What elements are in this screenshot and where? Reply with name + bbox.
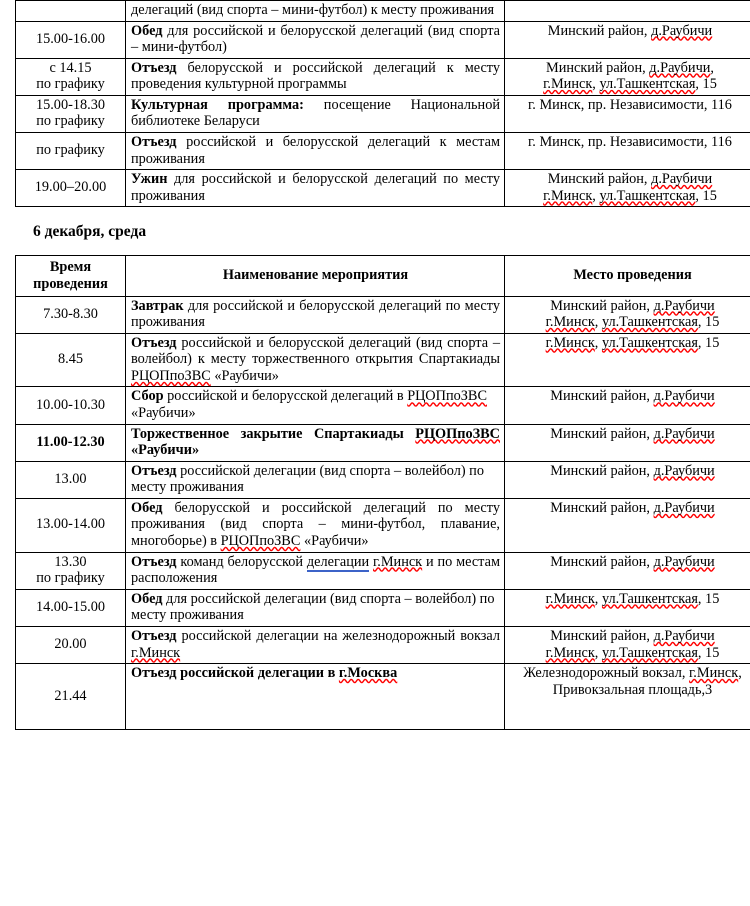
cell-event: Отъезд команд белорусской делегации г.Минск и по местам расположения — [126, 552, 505, 589]
cell-place — [505, 1, 750, 22]
table-header-row — [16, 256, 750, 296]
table-row — [16, 552, 750, 589]
cell-event: Обед белорусской и российской делегаций по месту проживания (вид спорта – мини-футбол, плавание, многоборье) в РЦОПпоЗВС «Раубичи» — [126, 498, 505, 552]
cell-event: Отъезд российской делегации (вид спорта – волейбол) по месту проживания — [126, 461, 505, 498]
cell-place: Минский район, д.Раубичи г.Минск, ул.Ташкентская, 15 — [505, 170, 750, 207]
cell-time: 13.00-14.00 — [16, 498, 126, 552]
cell-event: Отъезд российской делегации на железнодорожный вокзал г.Минск — [126, 626, 505, 663]
column-header-time: Время проведения — [16, 256, 126, 296]
table-row — [16, 626, 750, 663]
cell-event: Отъезд российской и белорусской делегаций (вид спорта – волейбол) к месту торжественного открытия Спартакиады РЦОПпоЗВС «Раубичи» — [126, 333, 505, 387]
cell-time: 7.30-8.30 — [16, 296, 126, 333]
table-row — [16, 21, 750, 58]
cell-time: 13.30 по графику — [16, 552, 126, 589]
table-row — [16, 58, 750, 95]
cell-place: Железнодорожный вокзал, г.Минск, Привокзальная площадь,3 — [505, 664, 750, 730]
cell-time: 19.00–20.00 — [16, 170, 126, 207]
cell-place: Минский район, д.Раубичи — [505, 21, 750, 58]
cell-time: 20.00 — [16, 626, 126, 663]
cell-place: Минский район, д.Раубичи — [505, 387, 750, 424]
column-header-place: Место проведения — [505, 256, 750, 296]
table-row — [16, 95, 750, 132]
cell-place: Минский район, д.Раубичи г.Минск, ул.Ташкентская, 15 — [505, 626, 750, 663]
table-row — [16, 424, 750, 461]
cell-time: 11.00-12.30 — [16, 424, 126, 461]
cell-event: Отъезд белорусской и российской делегаций к месту проведения культурной программы — [126, 58, 505, 95]
table-row — [16, 333, 750, 387]
cell-event: Отъезд российской и белорусской делегаций к местам проживания — [126, 133, 505, 170]
table-row — [16, 498, 750, 552]
table-row — [16, 461, 750, 498]
cell-place: Минский район, д.Раубичи г.Минск, ул.Ташкентская, 15 — [505, 296, 750, 333]
cell-place: г.Минск, ул.Ташкентская, 15 — [505, 589, 750, 626]
cell-event: Завтрак для российской и белорусской делегаций по месту проживания — [126, 296, 505, 333]
cell-time: 13.00 — [16, 461, 126, 498]
cell-time — [16, 1, 126, 22]
cell-time: 15.00-16.00 — [16, 21, 126, 58]
table-row — [16, 170, 750, 207]
cell-time: 21.44 — [16, 664, 126, 730]
cell-event: Сбор российской и белорусской делегаций в РЦОПпоЗВС «Раубичи» — [126, 387, 505, 424]
cell-event: Отъезд российской делегации в г.Москва — [126, 664, 505, 730]
cell-time: 14.00-15.00 — [16, 589, 126, 626]
table-row — [16, 133, 750, 170]
cell-place: Минский район, д.Раубичи — [505, 552, 750, 589]
cell-time: 8.45 — [16, 333, 126, 387]
cell-time: по графику — [16, 133, 126, 170]
cell-place: Минский район, д.Раубичи — [505, 424, 750, 461]
cell-time: 10.00-10.30 — [16, 387, 126, 424]
table-row — [16, 387, 750, 424]
cell-place: Минский район, д.Раубичи — [505, 498, 750, 552]
cell-time: 15.00-18.30 по графику — [16, 95, 126, 132]
day-heading: 6 декабря, среда — [33, 223, 147, 241]
cell-place: г. Минск, пр. Независимости, 116 — [505, 95, 750, 132]
schedule-table-december-6 — [15, 255, 750, 730]
table-row — [16, 664, 750, 730]
cell-time: с 14.15 по графику — [16, 58, 126, 95]
cell-event: делегаций (вид спорта – мини-футбол) к месту проживания — [126, 1, 505, 22]
schedule-table-continued — [15, 0, 750, 207]
column-header-event: Наименование мероприятия — [126, 256, 505, 296]
cell-event: Обед для российской и белорусской делегаций (вид спорта – мини-футбол) — [126, 21, 505, 58]
cell-event: Ужин для российской и белорусской делегаций по месту проживания — [126, 170, 505, 207]
cell-place: Минский район, д.Раубичи, г.Минск, ул.Ташкентская, 15 — [505, 58, 750, 95]
cell-place: г. Минск, пр. Независимости, 116 — [505, 133, 750, 170]
table-row — [16, 1, 750, 22]
cell-place: Минский район, д.Раубичи — [505, 461, 750, 498]
cell-place: г.Минск, ул.Ташкентская, 15 — [505, 333, 750, 387]
table-row — [16, 589, 750, 626]
cell-event: Культурная программа: посещение Национальной библиотеке Беларуси — [126, 95, 505, 132]
cell-event: Обед для российской делегации (вид спорта – волейбол) по месту проживания — [126, 589, 505, 626]
cell-event: Торжественное закрытие Спартакиады РЦОПпоЗВС «Раубичи» — [126, 424, 505, 461]
table-row — [16, 296, 750, 333]
